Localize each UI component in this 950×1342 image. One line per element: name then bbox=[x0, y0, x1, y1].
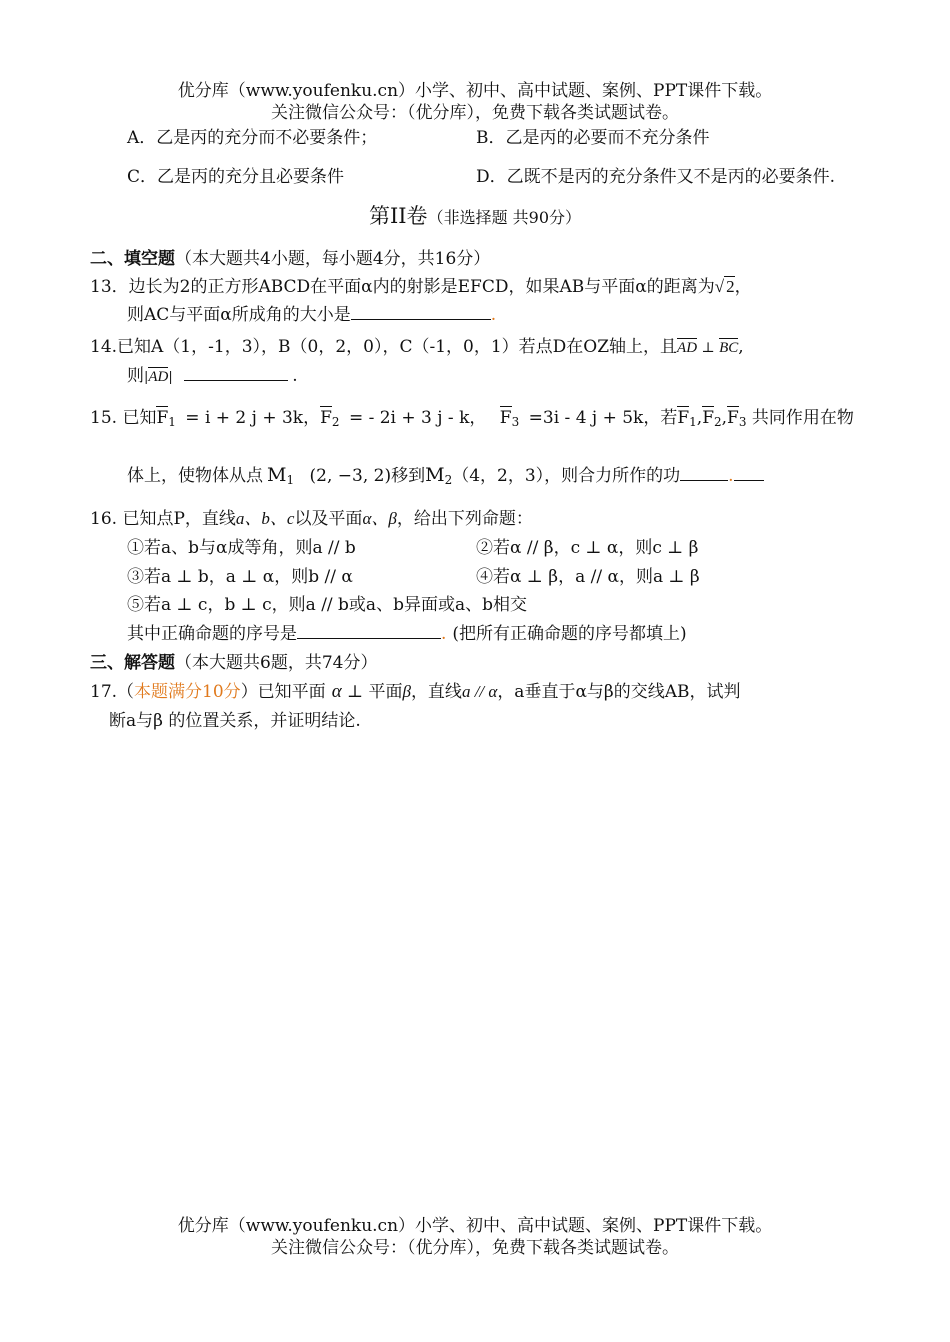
q15-m2-sub: 2 bbox=[444, 473, 453, 487]
q15-force-2-sub: 2 bbox=[714, 415, 722, 429]
q15-answer-blank-tail[interactable] bbox=[734, 463, 764, 481]
q14-line1-end: , bbox=[738, 337, 744, 357]
q17-beta: β bbox=[402, 682, 411, 701]
q16-ask-dot: . bbox=[441, 624, 447, 644]
option-b: B．乙是丙的必要而不充分条件 bbox=[476, 128, 710, 148]
q17-a-par-alpha: a // α bbox=[461, 682, 498, 701]
q15-force-2: F bbox=[702, 408, 714, 428]
q16-ask-note: (把所有正确命题的序号都填上) bbox=[452, 624, 687, 644]
q13-line-2 bbox=[127, 300, 496, 325]
q16-proposition-3: ③若a ⊥ b，a ⊥ α，则b // α bbox=[127, 567, 353, 587]
q16-ask-prefix: 其中正确命题的序号是 bbox=[127, 624, 297, 644]
section2-title: 二、填空题 bbox=[90, 249, 175, 269]
q13-line2-end: . bbox=[490, 305, 497, 325]
q15-force-3: F bbox=[727, 408, 739, 428]
q16-proposition-1: ①若a、b与α成等角，则a // b bbox=[127, 538, 356, 558]
q17-perp-plane: ⊥ 平面 bbox=[341, 682, 403, 702]
q15-m1-coords: (2, −3, 2) bbox=[309, 466, 392, 486]
q15-comma-2: , bbox=[721, 408, 728, 428]
q16-ask bbox=[127, 619, 687, 644]
part2-title bbox=[0, 200, 950, 230]
q15-line2-dot: . bbox=[728, 466, 734, 486]
q16-proposition-2: ②若α // β，c ⊥ α，则c ⊥ β bbox=[476, 538, 699, 558]
q15-comma-1: , bbox=[696, 408, 703, 428]
q16-answer-blank[interactable] bbox=[297, 621, 441, 639]
part2-title-main: 第II卷 bbox=[368, 204, 428, 228]
q15-force-1: F bbox=[677, 408, 690, 428]
section2-note: （本大题共4小题，每小题4分，共16分） bbox=[175, 249, 491, 269]
q14-text: 14.已知A（1，-1，3），B（0，2，0），C（-1，0，1）若点D在OZ轴上，且 bbox=[90, 337, 678, 357]
q17-num: 17.（ bbox=[90, 682, 135, 702]
q13-answer-blank[interactable] bbox=[351, 302, 491, 320]
q13-line1-end: ， bbox=[734, 277, 752, 297]
q17-line-1 bbox=[90, 677, 741, 703]
q14-vector-ad: AD bbox=[677, 340, 698, 356]
q14-line2-end: . bbox=[292, 366, 298, 386]
q14-vector-bc: BC bbox=[719, 340, 739, 356]
option-c: C．乙是丙的充分且必要条件 bbox=[127, 167, 345, 187]
q15-m2: M bbox=[425, 464, 445, 486]
section3-heading bbox=[90, 648, 377, 673]
footer-line-1: 优分库（www.youfenku.cn）小学、初中、高中试题、案例、PPT课件下载。 bbox=[177, 1216, 773, 1236]
q17-line1-end: ，a垂直于α与β的交线AB，试判 bbox=[497, 682, 741, 702]
q16-proposition-4: ④若α ⊥ β，a // α，则a ⊥ β bbox=[476, 567, 700, 587]
q15-f1: F bbox=[156, 408, 169, 428]
q17-alpha: α bbox=[331, 681, 342, 702]
q15-moved-to: 移到 bbox=[391, 466, 426, 486]
header-line-2: 关注微信公众号：（优分库），免费下载各类试题试卷。 bbox=[271, 103, 679, 123]
option-a: A．乙是丙的充分而不必要条件； bbox=[127, 128, 378, 148]
q15-m1: M bbox=[267, 464, 287, 486]
q13-sqrt-sign: √ bbox=[714, 277, 725, 296]
q15-f2: F bbox=[320, 408, 332, 428]
q17-line1-rest: ）已知平面 bbox=[240, 682, 326, 702]
q15-line-1: 15. 已知$F_1 = i + 2$ j + 3k，$F_2$ = - 2i + 3 j - k， $F_3 =3i - 4$ j + 5k，若$F_1,F_2,F_3$ 共同作用在物 bbox=[90, 408, 854, 429]
part2-title-note: （非选择题 共90分） bbox=[427, 208, 582, 227]
q15-force-3-sub: 3 bbox=[738, 415, 747, 429]
q15-f2-sub: 2 bbox=[331, 415, 340, 429]
q13-sqrt-value: 2 bbox=[726, 277, 735, 296]
q15-m2-coords: （4，2，3），则合力所作的功 bbox=[452, 466, 681, 486]
q17-line-2: 断a与β 的位置关系，并证明结论. bbox=[109, 711, 361, 731]
q14-answer-blank[interactable] bbox=[184, 363, 288, 381]
q16-intro-end: ，给出下列命题： bbox=[396, 509, 533, 529]
q16-proposition-5: ⑤若a ⊥ c，b ⊥ c，则a // b或a、b异面或a、b相交 bbox=[127, 595, 527, 615]
section3-title: 三、解答题 bbox=[90, 653, 175, 673]
q13-text: 13．边长为2的正方形ABCD在平面α内的射影是EFCD，如果AB与平面α的距离为 bbox=[90, 277, 715, 297]
header-line-1: 优分库（www.youfenku.cn）小学、初中、高中试题、案例、PPT课件下载。 bbox=[177, 81, 773, 101]
q15-f3: F bbox=[499, 408, 512, 428]
q17-score: 本题满分10分 bbox=[134, 682, 241, 702]
q14-abs-right: | bbox=[168, 370, 173, 385]
q15-f1-sub: 1 bbox=[168, 415, 176, 429]
q14-line-1 bbox=[90, 332, 744, 357]
q15-f1-expr: = i + 2 j + 3k bbox=[185, 408, 304, 428]
q15-if: ，若 bbox=[643, 408, 678, 428]
q16-intro-mid: 以及平面 bbox=[294, 509, 363, 529]
q17-line1-mid: ，直线 bbox=[410, 682, 462, 702]
q14-abs-left: | bbox=[144, 370, 149, 385]
q15-prefix: 15. 已知 bbox=[90, 408, 157, 428]
q15-f3-sub: 3 bbox=[511, 415, 520, 429]
section2-heading bbox=[90, 244, 490, 269]
q15-answer-blank[interactable] bbox=[680, 463, 728, 481]
q15-line2-text: 体上，使物体从点 bbox=[127, 466, 263, 486]
footer-line-2: 关注微信公众号：（优分库），免费下载各类试题试卷。 bbox=[271, 1238, 679, 1258]
q14-abs-vector-ad: AD bbox=[148, 369, 169, 385]
q15-line-2 bbox=[127, 461, 764, 487]
q16-intro bbox=[90, 504, 533, 529]
option-d: D．乙既不是丙的充分条件又不是丙的必要条件. bbox=[476, 167, 836, 187]
q15-force-1-sub: 1 bbox=[689, 415, 697, 429]
q13-line-1 bbox=[90, 272, 752, 297]
q16-intro-planes: α、β bbox=[362, 509, 397, 528]
q13-line2-text: 则AC与平面α所成角的大小是 bbox=[127, 305, 351, 325]
q15-m1-sub: 1 bbox=[286, 473, 295, 487]
q15-f3-expr: =3i - 4 j + 5k bbox=[528, 408, 644, 428]
section3-note: （本大题共6题，共74分） bbox=[175, 653, 378, 673]
q16-intro-prefix: 16. 已知点P，直线 bbox=[90, 509, 236, 529]
q14-line2-prefix: 则 bbox=[127, 366, 144, 386]
q15-tail: 共同作用在物 bbox=[751, 408, 854, 428]
q14-line-2 bbox=[127, 361, 298, 386]
q16-intro-vars: a、b、c bbox=[235, 509, 295, 528]
q14-perp: ⊥ bbox=[697, 340, 720, 356]
q15-f2-expr: = - 2i + 3 j - k bbox=[348, 408, 470, 428]
